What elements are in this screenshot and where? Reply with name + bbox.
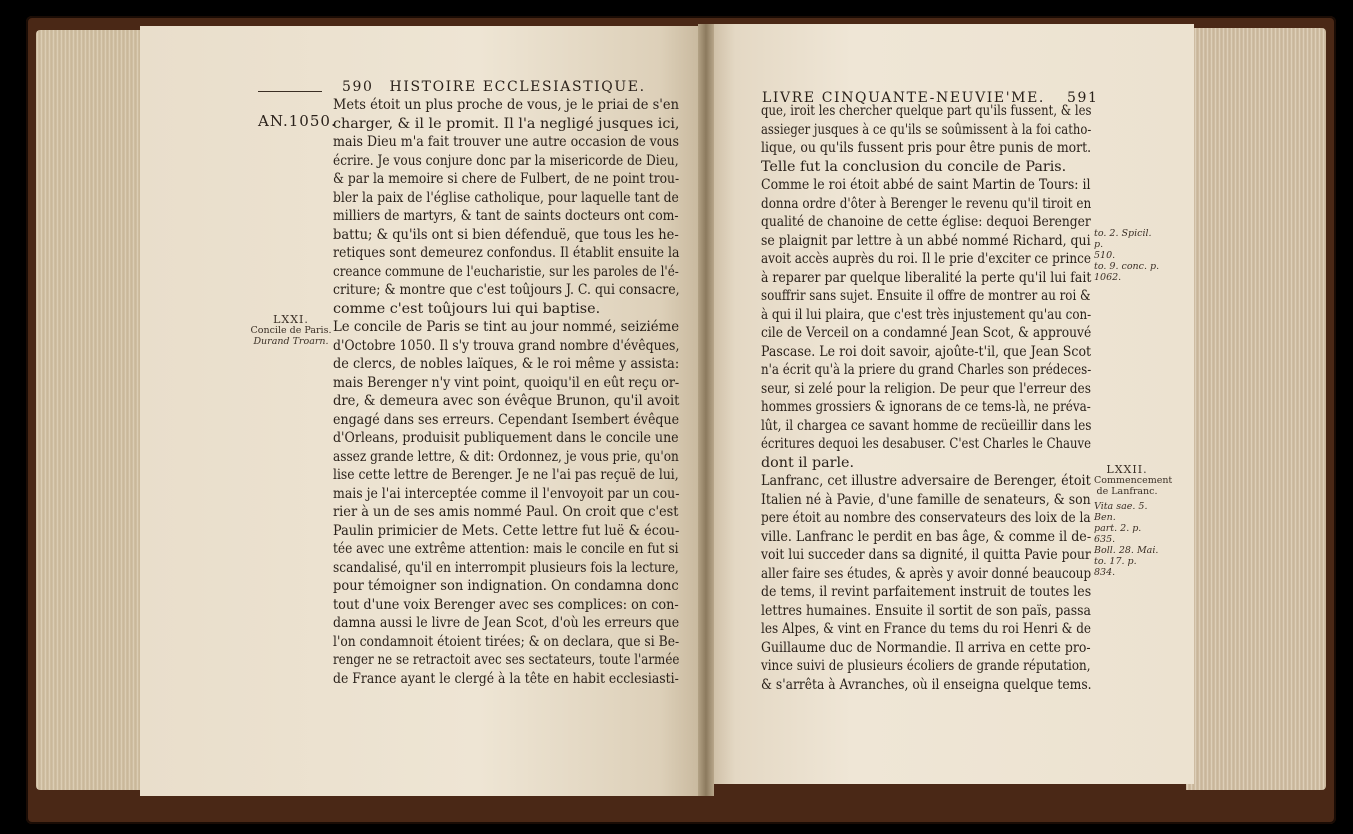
text-line: hommes grossiers & ignorans de ce tems-là, ne préva- — [761, 399, 1091, 415]
left-page-text — [333, 96, 679, 688]
text-line: & par la memoire si chere de Fulbert, de ne point trou- — [333, 171, 680, 187]
text-line: lût, il chargea ce savant homme de recüeillir dans les — [761, 417, 1092, 434]
book-gutter — [698, 24, 714, 796]
text-line: cile de Verceil on a condamné Jean Scot, & approuvé — [761, 325, 1092, 341]
text-line: lique, ou qu'ils fussent pris pour être punis de mort. — [761, 140, 1092, 156]
right-page-text — [761, 102, 1091, 694]
text-line: creance commune de l'eucharistie, sur les paroles de l'é- — [333, 263, 679, 280]
text-line: scandalisé, qu'il en interrompit plusieurs fois la lecture, — [333, 559, 679, 576]
text-line: de France ayant le clergé à la tête en habit ecclesiasti- — [333, 670, 679, 687]
margin-note-title: Concile de Paris. — [250, 325, 332, 336]
text-line: lettres humaines. Ensuite il sortit de son païs, passa — [761, 602, 1091, 619]
margin-note-left — [250, 314, 332, 347]
text-line: retiques sont demeurez confondus. Il établit ensuite la — [333, 245, 680, 261]
text-line: Italien né à Pavie, d'une famille de senateurs, & son — [761, 491, 1091, 508]
text-line: charger, & il le promit. Il l'a negligé jusques ici, — [333, 115, 680, 132]
margin-ref-line: to. 9. conc. p. — [1094, 261, 1160, 272]
margin-ref-line: Boll. 28. Mai. — [1094, 545, 1159, 556]
text-line: pere étoit au nombre des conservateurs des loix de la — [761, 510, 1091, 526]
margin-note-number: LXXI. — [273, 313, 309, 326]
text-line: rier à un de ses amis nommé Paul. On croit que c'est — [333, 504, 679, 520]
margin-ref-line: 510. — [1094, 250, 1116, 261]
page-number-left: 590 — [342, 79, 374, 95]
page-number-right: 591 — [1066, 90, 1099, 106]
text-line: donna ordre d'ôter à Berenger le revenu qu'il tiroit en — [761, 195, 1092, 212]
running-head-title-right: LIVRE CINQUANTE-NEUVIE'ME. — [762, 90, 1045, 106]
text-line: Paulin primicier de Mets. Cette lettre fut luë & écou- — [333, 522, 680, 539]
text-line: avoit accès auprès du roi. Il le prie d'exciter ce prince — [761, 251, 1092, 267]
text-line: mais Dieu m'a fait trouver une autre occasion de vous — [333, 134, 680, 150]
text-line: souffrir sans sujet. Ensuite il offre de montrer au roi & — [761, 288, 1091, 304]
text-line: battu; & qu'ils ont si bien défenduë, que tous les he- — [333, 226, 679, 243]
text-line: qualité de chanoine de cette église: dequoi Berenger — [761, 214, 1091, 230]
text-line: vince suivi de plusieurs écoliers de grande réputation, — [761, 658, 1091, 674]
text-line: assez grande lettre, & dit: Ordonnez, je vous prie, qu'on — [333, 448, 679, 465]
text-line: les Alpes, & vint en France du tems du roi Henri & de — [761, 621, 1092, 637]
text-line: & s'arrêta à Avranches, où il enseigna quelque tems. — [761, 676, 1092, 693]
margin-note-title: Commencement de Lanfranc. — [1094, 475, 1173, 497]
text-line: d'Orleans, produisit publiquement dans le concile une — [333, 430, 679, 446]
text-line: que, iroit les chercher quelque part qu'ils fussent, & les — [761, 103, 1092, 119]
text-line: dre, & demeura avec son évêque Brunon, qu'il avoit — [333, 393, 680, 409]
margin-note-right-2 — [1094, 463, 1173, 578]
page-edges-right — [1186, 28, 1326, 790]
text-line: tout d'une voix Berenger avec ses complices: on con- — [333, 596, 679, 613]
margin-ref-line: to. 17. p. 834. — [1094, 556, 1137, 578]
text-line: ville. Lanfranc le perdit en bas âge, & comme il de- — [761, 528, 1092, 545]
text-line: seur, si zelé pour la religion. De peur que l'erreur des — [761, 380, 1091, 397]
text-line: engagé dans ses erreurs. Cependant Isembert évêque — [333, 411, 680, 428]
text-line: voit lui succeder dans sa dignité, il quitta Pavie pour — [761, 547, 1091, 563]
text-line: de clercs, de nobles laïques, & le roi même y assista: — [333, 356, 680, 372]
text-line: écrire. Je vous conjure donc par la misericorde de Dieu, — [333, 152, 679, 169]
text-line: lise cette lettre de Berenger. Je ne l'ai pas reçuë de lui, — [333, 467, 679, 483]
text-line: assieger jusques à ce qu'ils se soûmissent à la foi catho- — [761, 121, 1092, 138]
year-marker: AN.1050. — [258, 112, 337, 130]
text-line: n'a écrit qu'à la priere du grand Charles son prédeces- — [761, 362, 1092, 378]
text-line: se plaignit par lettre à un abbé nommé Richard, qui — [761, 232, 1091, 249]
page-edges-left — [36, 30, 146, 790]
margin-ref-line: part. 2. p. 635. — [1094, 523, 1142, 545]
text-line: Guillaume duc de Normandie. Il arriva en cette pro- — [761, 639, 1091, 656]
text-line: Pascase. Le roi doit savoir, ajoûte-t'il, que Jean Scot — [761, 343, 1092, 360]
running-head-left — [342, 79, 672, 95]
text-line: Lanfranc, cet illustre adversaire de Berenger, étoit — [761, 473, 1091, 489]
text-line: dont il parle. — [761, 454, 855, 471]
text-line: criture; & montre que c'est toûjours J. C. qui consacre, — [333, 282, 680, 298]
text-line: de tems, il revint parfaitement instruit de toutes les — [761, 584, 1092, 600]
margin-note-reference: Durand Troarn. — [253, 336, 329, 347]
text-line: pour témoigner son indignation. On condamna donc — [333, 578, 679, 594]
text-line: damna aussi le livre de Jean Scot, d'où les erreurs que — [333, 615, 680, 631]
text-line: mais Berenger n'y vint point, quoiqu'il en eût reçu or- — [333, 374, 680, 391]
margin-ref-line: 1062. — [1094, 272, 1122, 283]
header-rule — [258, 91, 322, 92]
text-line: Telle fut la conclusion du concile de Paris. — [761, 158, 1067, 175]
text-line: à qui il lui plaira, que c'est très injustement qu'au con- — [761, 306, 1092, 323]
text-line: renger ne se retractoit avec ses sectateurs, toute l'armée — [333, 652, 680, 668]
margin-note-number: LXXII. — [1106, 463, 1148, 476]
text-line: écritures dequoi les desabuser. C'est Charles le Chauve — [761, 436, 1092, 452]
text-line: milliers de martyrs, & tant de saints docteurs ont com- — [333, 208, 679, 224]
running-head-title-left: HISTOIRE ECCLESIASTIQUE. — [389, 79, 646, 95]
text-line: aller faire ses études, & après y avoir donné beaucoup — [761, 565, 1092, 582]
text-line: comme c'est toûjours lui qui baptise. — [333, 300, 601, 317]
margin-ref-line: to. 2. Spicil. p. — [1094, 228, 1152, 250]
text-line: à reparer par quelque liberalité la perte qu'il lui fait — [761, 269, 1092, 286]
text-line: d'Octobre 1050. Il s'y trouva grand nombre d'évêques, — [333, 337, 680, 354]
text-line: l'on condamnoit étoient tirées; & on declara, que si Be- — [333, 633, 680, 650]
margin-note-right-1 — [1094, 228, 1160, 283]
text-line: Le concile de Paris se tint au jour nommé, seiziéme — [333, 319, 680, 335]
text-line: mais je l'ai interceptée comme il l'envoyoit par un cou- — [333, 485, 680, 502]
text-line: Mets étoit un plus proche de vous, je le priai de s'en — [333, 97, 679, 113]
text-line: tée avec une extrême attention: mais le concile en fut si — [333, 541, 679, 557]
text-line: Comme le roi étoit abbé de saint Martin de Tours: il — [761, 177, 1091, 193]
text-line: bler la paix de l'église catholique, pour laquelle tant de — [333, 189, 679, 206]
margin-ref-line: Vita sae. 5. Ben. — [1094, 501, 1148, 523]
